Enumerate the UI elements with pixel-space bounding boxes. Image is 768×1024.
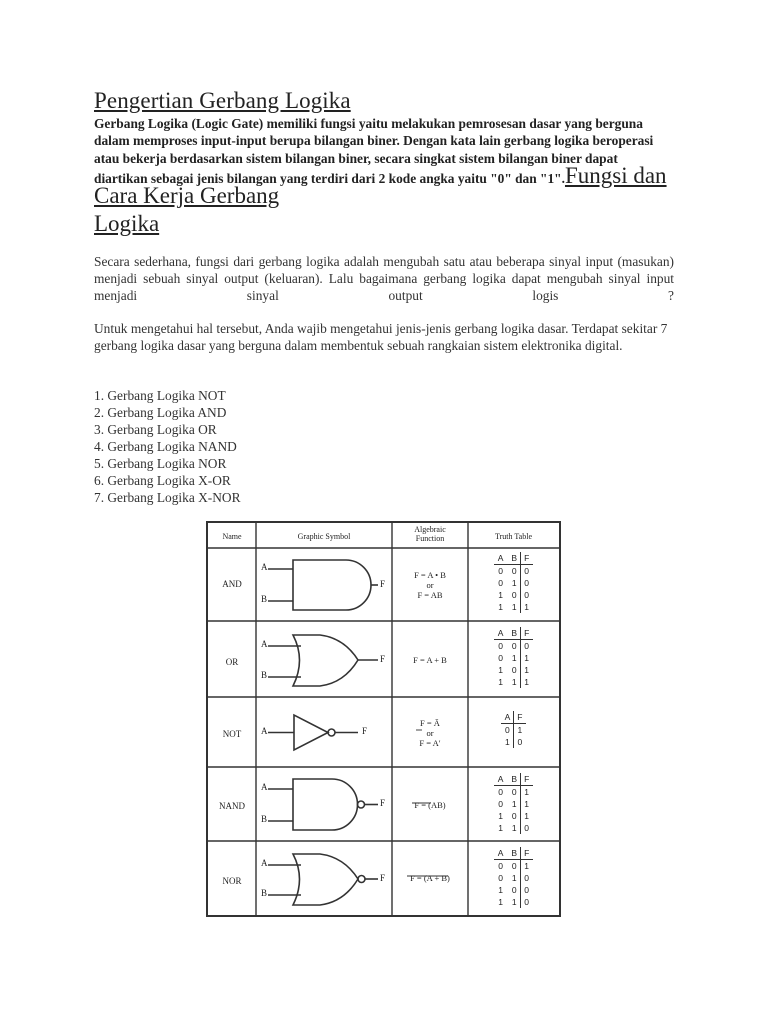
input-a-label: A	[261, 639, 268, 649]
paragraph-function: Secara sederhana, fungsi dari gerbang logika adalah mengubah satu atau beberapa sinyal input (masukan) menjadi sebuah sinyal output (keluaran). Lalu bagaimana gerbang logika dapat mengubah sinyal input menjadi sinyal output logis ?	[94, 254, 674, 303]
output-f-label: F	[380, 873, 386, 883]
header-graphic-symbol: Graphic Symbol	[297, 532, 351, 541]
header-algebraic-function: Algebraic Function	[414, 525, 446, 543]
input-a-label: A	[261, 562, 268, 572]
truth-table-nand: A B F 0 0 1 0 1 1 1 0 1 1 1 0	[468, 773, 559, 834]
input-a-label: A	[261, 726, 268, 736]
logic-gate-table	[206, 521, 561, 917]
intro-text: Gerbang Logika (Logic Gate) memiliki fungsi yaitu melakukan pemrosesan dasar yang berguna dalam memproses input-input berupa bilangan biner. Dengan kata lain gerbang logika beroperasi atau bekerja berdasarkan sistem bilangan biner, secara singkat sistem bilangan biner dapat diartikan sebagai jenis bilangan yang terdiri dari 2 kode angka yaitu "0" dan "1".	[94, 116, 654, 186]
input-b-label: B	[261, 594, 268, 604]
algebraic-or: F = A + B	[413, 655, 447, 665]
section-heading-start: Fungsi dan Cara Kerja Gerbang	[94, 162, 667, 209]
gate-name-or: OR	[225, 657, 239, 667]
algebraic-nor: F = (A + B)	[410, 873, 450, 883]
list-item: 5. Gerbang Logika NOR	[94, 456, 227, 471]
intro-paragraph	[94, 115, 674, 207]
gate-list	[94, 387, 241, 506]
and-gate-symbol	[268, 560, 378, 610]
output-f-label: F	[380, 654, 386, 664]
algebraic-nand: F = (AB)	[414, 800, 446, 810]
input-b-label: B	[261, 888, 268, 898]
truth-table-or: A B F 0 0 0 0 1 1 1 0 1 1 1 1	[468, 627, 559, 688]
output-f-label: F	[362, 726, 368, 736]
nand-gate-symbol	[268, 779, 378, 830]
input-a-label: A	[261, 858, 268, 868]
output-f-label: F	[380, 579, 386, 589]
list-item: 3. Gerbang Logika OR	[94, 422, 217, 437]
gate-name-nand: NAND	[219, 801, 245, 811]
gate-name-and: AND	[222, 579, 242, 589]
not-gate-symbol	[268, 715, 358, 750]
list-item: 4. Gerbang Logika NAND	[94, 439, 237, 454]
input-b-label: B	[261, 670, 268, 680]
nor-gate-symbol	[268, 854, 378, 905]
list-item: 1. Gerbang Logika NOT	[94, 388, 226, 403]
truth-table-not: A F 0 1 1 0	[468, 711, 559, 748]
or-gate-symbol	[268, 635, 378, 686]
output-f-label: F	[380, 798, 386, 808]
input-b-label: B	[261, 814, 268, 824]
truth-table-nor: A B F 0 0 1 0 1 0 1 0 0 1 1 0	[468, 847, 559, 908]
gate-name-nor: NOR	[222, 876, 242, 886]
list-item: 6. Gerbang Logika X-OR	[94, 473, 231, 488]
gate-name-not: NOT	[222, 729, 242, 739]
truth-table-and: A B F 0 0 0 0 1 0 1 0 0 1 1 1	[468, 552, 559, 613]
page-title: Pengertian Gerbang Logika	[94, 88, 351, 113]
list-item: 7. Gerbang Logika X-NOR	[94, 490, 241, 505]
header-name: Name	[222, 532, 242, 541]
input-a-label: A	[261, 782, 268, 792]
header-truth-table: Truth Table	[495, 532, 532, 541]
list-item: 2. Gerbang Logika AND	[94, 405, 227, 420]
section-heading-end: Logika	[94, 211, 160, 236]
algebraic-and: F = A • B or F = AB	[414, 570, 446, 600]
algebraic-not: F = Ā or F = A′	[419, 718, 441, 748]
paragraph-gate-types: Untuk mengetahui hal tersebut, Anda wajib mengetahui jenis-jenis gerbang logika dasar. Terdapat sekitar 7 gerbang logika dasar yang berguna dalam membentuk sebuah rangkaian sistem elektronika digital.	[94, 321, 668, 353]
